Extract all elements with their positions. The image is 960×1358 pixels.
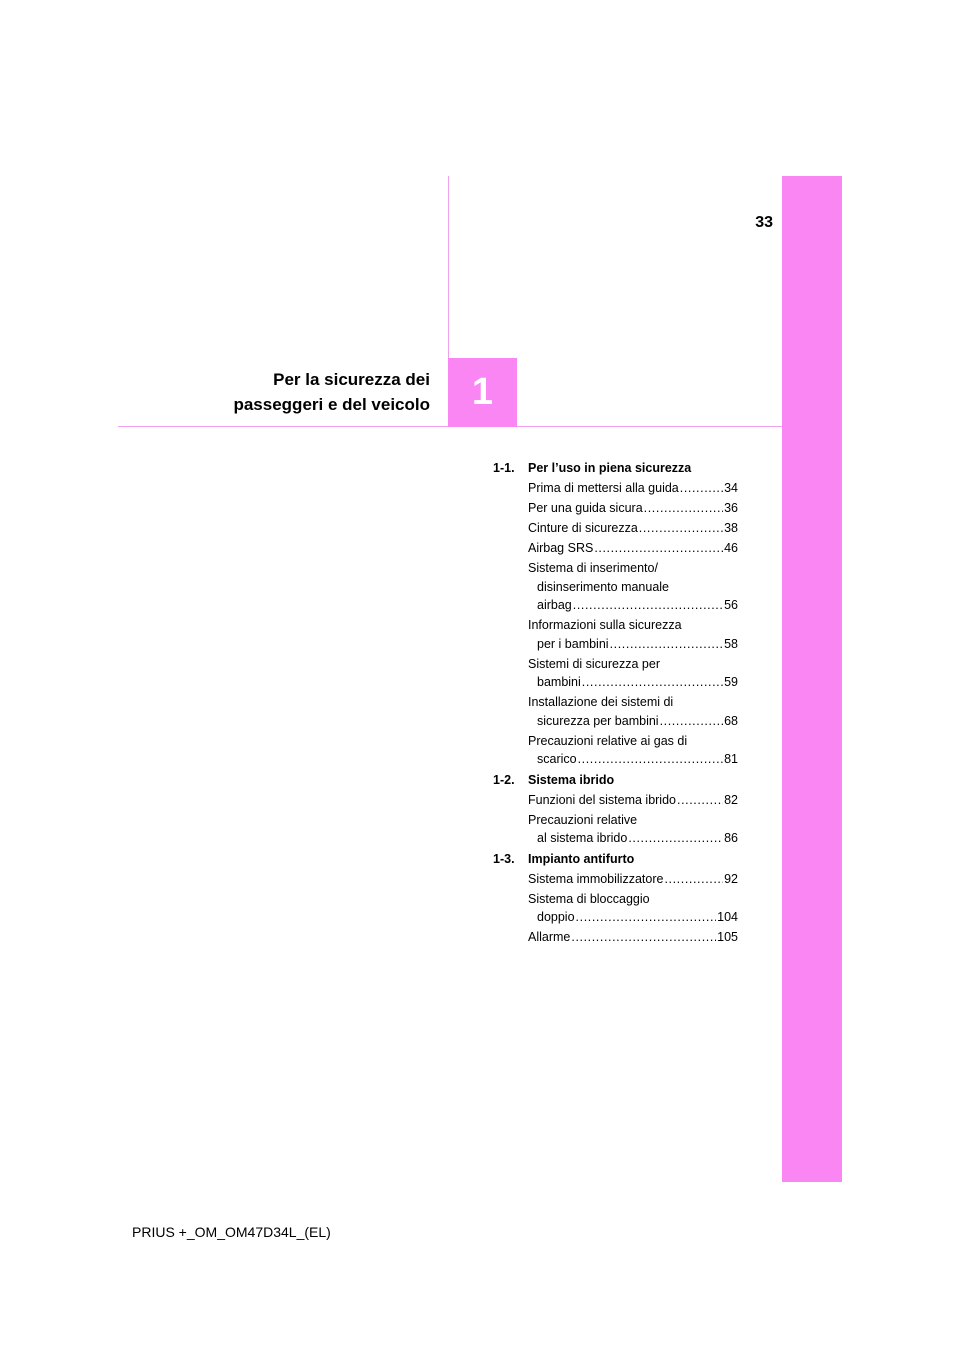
toc-entry-text: sicurezza per bambini: [537, 713, 659, 728]
toc-entry-line: [528, 829, 738, 848]
toc-entry-text: per i bambini: [537, 636, 609, 651]
toc-section-number: 1-3.: [493, 851, 515, 866]
toc-dot-leader: [573, 596, 723, 615]
toc-entry[interactable]: [528, 928, 738, 947]
toc-entry[interactable]: [528, 479, 738, 498]
toc-entry[interactable]: [528, 616, 738, 653]
toc-dot-leader: [628, 829, 723, 848]
toc-section-title: Per l’uso in piena sicurezza: [528, 461, 692, 475]
toc-entry-line: [528, 890, 738, 909]
toc-entry-line: [528, 712, 738, 731]
chapter-tab-strip: [782, 176, 842, 1182]
document-code-footer: PRIUS +_OM_OM47D34L_(EL): [132, 1224, 331, 1240]
toc-entry[interactable]: [528, 499, 738, 518]
toc-dot-leader: [576, 908, 717, 927]
chapter-number-box: 1: [448, 358, 517, 427]
toc-dot-leader: [639, 519, 723, 538]
toc-entry[interactable]: [528, 732, 738, 769]
toc-page-number: 81: [724, 752, 738, 766]
toc-entry-line: [528, 655, 738, 674]
toc-section: [493, 771, 738, 848]
toc-page-number: 46: [724, 541, 738, 555]
toc-dot-leader: [680, 479, 723, 498]
toc-entry-text: Installazione dei sistemi di: [528, 695, 674, 709]
chapter-title-line-2: passeggeri e del veicolo: [233, 395, 430, 414]
toc-page-number: 68: [724, 713, 738, 728]
toc-section: [493, 850, 738, 947]
toc-entry-line: [528, 616, 738, 635]
toc-page-number: 56: [724, 598, 738, 612]
toc-page-number: 34: [724, 481, 738, 495]
toc-entry-line: [528, 791, 738, 810]
toc-section-number: 1-1.: [493, 461, 515, 475]
toc-entry-line: [528, 750, 738, 769]
toc-dot-leader: [644, 499, 723, 518]
toc-section-number: 1-2.: [493, 772, 515, 787]
toc-entry-text: Precauzioni relative ai gas di: [528, 733, 688, 748]
toc-entry-text: Sistema immobilizzatore: [528, 871, 664, 886]
toc-dot-leader: [664, 870, 723, 889]
toc-entry-text: Prima di mettersi alla guida: [528, 481, 679, 495]
toc-section: [493, 459, 738, 769]
toc-dot-leader: [610, 635, 724, 654]
toc-entry-text: bambini: [537, 675, 581, 689]
toc-section-title: Impianto antifurto: [528, 851, 635, 866]
toc-entry[interactable]: [528, 693, 738, 730]
toc-entry-text: Per una guida sicura: [528, 501, 643, 515]
toc-section-heading[interactable]: [493, 850, 738, 869]
toc-page-number: 86: [724, 831, 738, 845]
toc-entry[interactable]: [528, 539, 738, 558]
toc-entry[interactable]: [528, 870, 738, 889]
toc-page-number: 59: [724, 675, 738, 689]
toc-entry[interactable]: [528, 791, 738, 810]
toc-entry-line: [528, 811, 738, 830]
toc-entry[interactable]: [528, 655, 738, 692]
toc-entry-line: [528, 578, 738, 597]
toc-entry-text: Sistema di bloccaggio: [528, 891, 650, 906]
toc-dot-leader: [578, 750, 724, 769]
vertical-divider: [448, 176, 449, 358]
toc-entry-line: [528, 693, 738, 712]
toc-entry[interactable]: [528, 890, 738, 927]
toc-page-number: 38: [724, 521, 738, 535]
table-of-contents: [493, 459, 738, 949]
toc-entry-text: Sistema di inserimento/: [528, 561, 658, 575]
toc-entry-text: scarico: [537, 752, 577, 766]
toc-entry-text: Allarme: [528, 930, 571, 944]
toc-entry-line: [528, 519, 738, 538]
toc-entry-text: al sistema ibrido: [537, 831, 628, 845]
toc-entry[interactable]: [528, 811, 738, 848]
toc-entry-line: [528, 908, 738, 927]
toc-entry-text: Funzioni del sistema ibrido: [528, 792, 676, 807]
toc-entry-line: [528, 928, 738, 947]
toc-entry-text: airbag: [537, 598, 572, 612]
toc-entry-text: Sistemi di sicurezza per: [528, 656, 660, 671]
toc-entry-text: Precauzioni relative: [528, 812, 638, 827]
toc-entry-line: [528, 673, 738, 692]
toc-entry-line: [528, 596, 738, 615]
toc-page-number: 82: [724, 792, 738, 807]
toc-entry-text: disinserimento manuale: [537, 579, 670, 594]
toc-entry-line: [528, 559, 738, 578]
chapter-title: [233, 367, 430, 417]
toc-page-number: 104: [717, 910, 738, 924]
toc-page-number: 58: [724, 636, 738, 651]
toc-dot-leader: [571, 928, 716, 947]
toc-dot-leader: [594, 539, 723, 558]
toc-dot-leader: [660, 712, 724, 731]
toc-page-number: 105: [717, 930, 738, 944]
toc-page-number: 92: [724, 871, 738, 886]
toc-entry-text: Airbag SRS: [528, 541, 594, 555]
toc-entry-line: [528, 870, 738, 889]
toc-entry[interactable]: [528, 559, 738, 615]
toc-page-number: 36: [724, 501, 738, 515]
toc-entry-line: [528, 635, 738, 654]
chapter-title-line-1: Per la sicurezza dei: [273, 370, 430, 389]
toc-entry-text: Informazioni sulla sicurezza: [528, 618, 682, 632]
toc-section-heading[interactable]: [493, 771, 738, 790]
toc-entry-text: doppio: [537, 910, 575, 924]
toc-entry-line: [528, 732, 738, 751]
toc-entry-line: [528, 479, 738, 498]
toc-entry-text: Cinture di sicurezza: [528, 521, 638, 535]
toc-section-title: Sistema ibrido: [528, 772, 615, 787]
toc-entry[interactable]: [528, 519, 738, 538]
toc-entry-line: [528, 539, 738, 558]
toc-entry-line: [528, 499, 738, 518]
toc-dot-leader: [582, 673, 723, 692]
toc-section-heading[interactable]: [493, 459, 738, 478]
page-number: 33: [755, 214, 773, 231]
toc-dot-leader: [677, 791, 723, 810]
